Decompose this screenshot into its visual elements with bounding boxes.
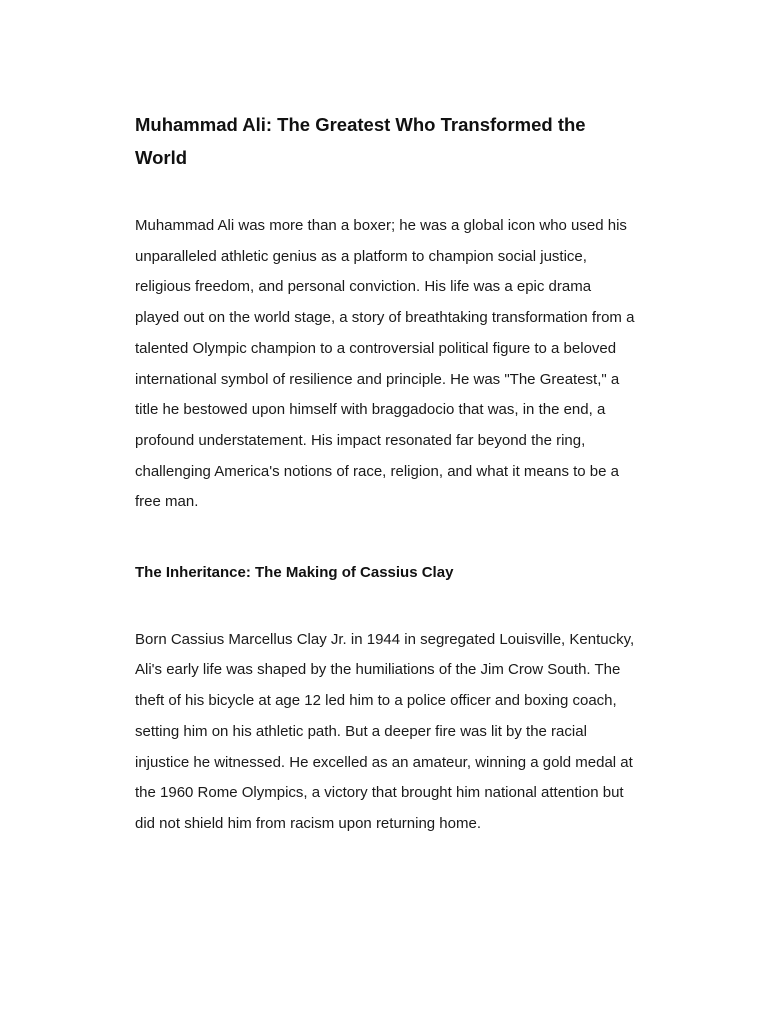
document-title: Muhammad Ali: The Greatest Who Transformed the World	[135, 114, 586, 168]
intro-paragraph: Muhammad Ali was more than a boxer; he was a global icon who used his unparalleled athletic genius as a platform to champion social justice, religious freedom, and personal conviction. His life was a epic drama played out on the world stage, a story of breathtaking transformation from a talented Olympic champion to a controversial political figure to a beloved international symbol of resilience and principle. He was "The Greatest," a title he bestowed upon himself with braggadocio that was, in the end, a profound understatement. His impact resonated far beyond the ring, challenging America's notions of race, religion, and what it means to be a free man.	[135, 217, 635, 511]
section-heading: The Inheritance: The Making of Cassius Clay	[135, 564, 454, 582]
section-paragraph: Born Cassius Marcellus Clay Jr. in 1944 in segregated Louisville, Kentucky, Ali's early life was shaped by the humiliations of the Jim Crow South. The theft of his bicycle at age 12 led him to a police officer and boxing coach, setting him on his athletic path. But a deeper fire was lit by the racial injustice he witnessed. He excelled as an amateur, winning a gold medal at the 1960 Rome Olympics, a victory that brought him national attention but did not shield him from racism upon returning home.	[135, 630, 635, 832]
document-page	[135, 108, 635, 840]
